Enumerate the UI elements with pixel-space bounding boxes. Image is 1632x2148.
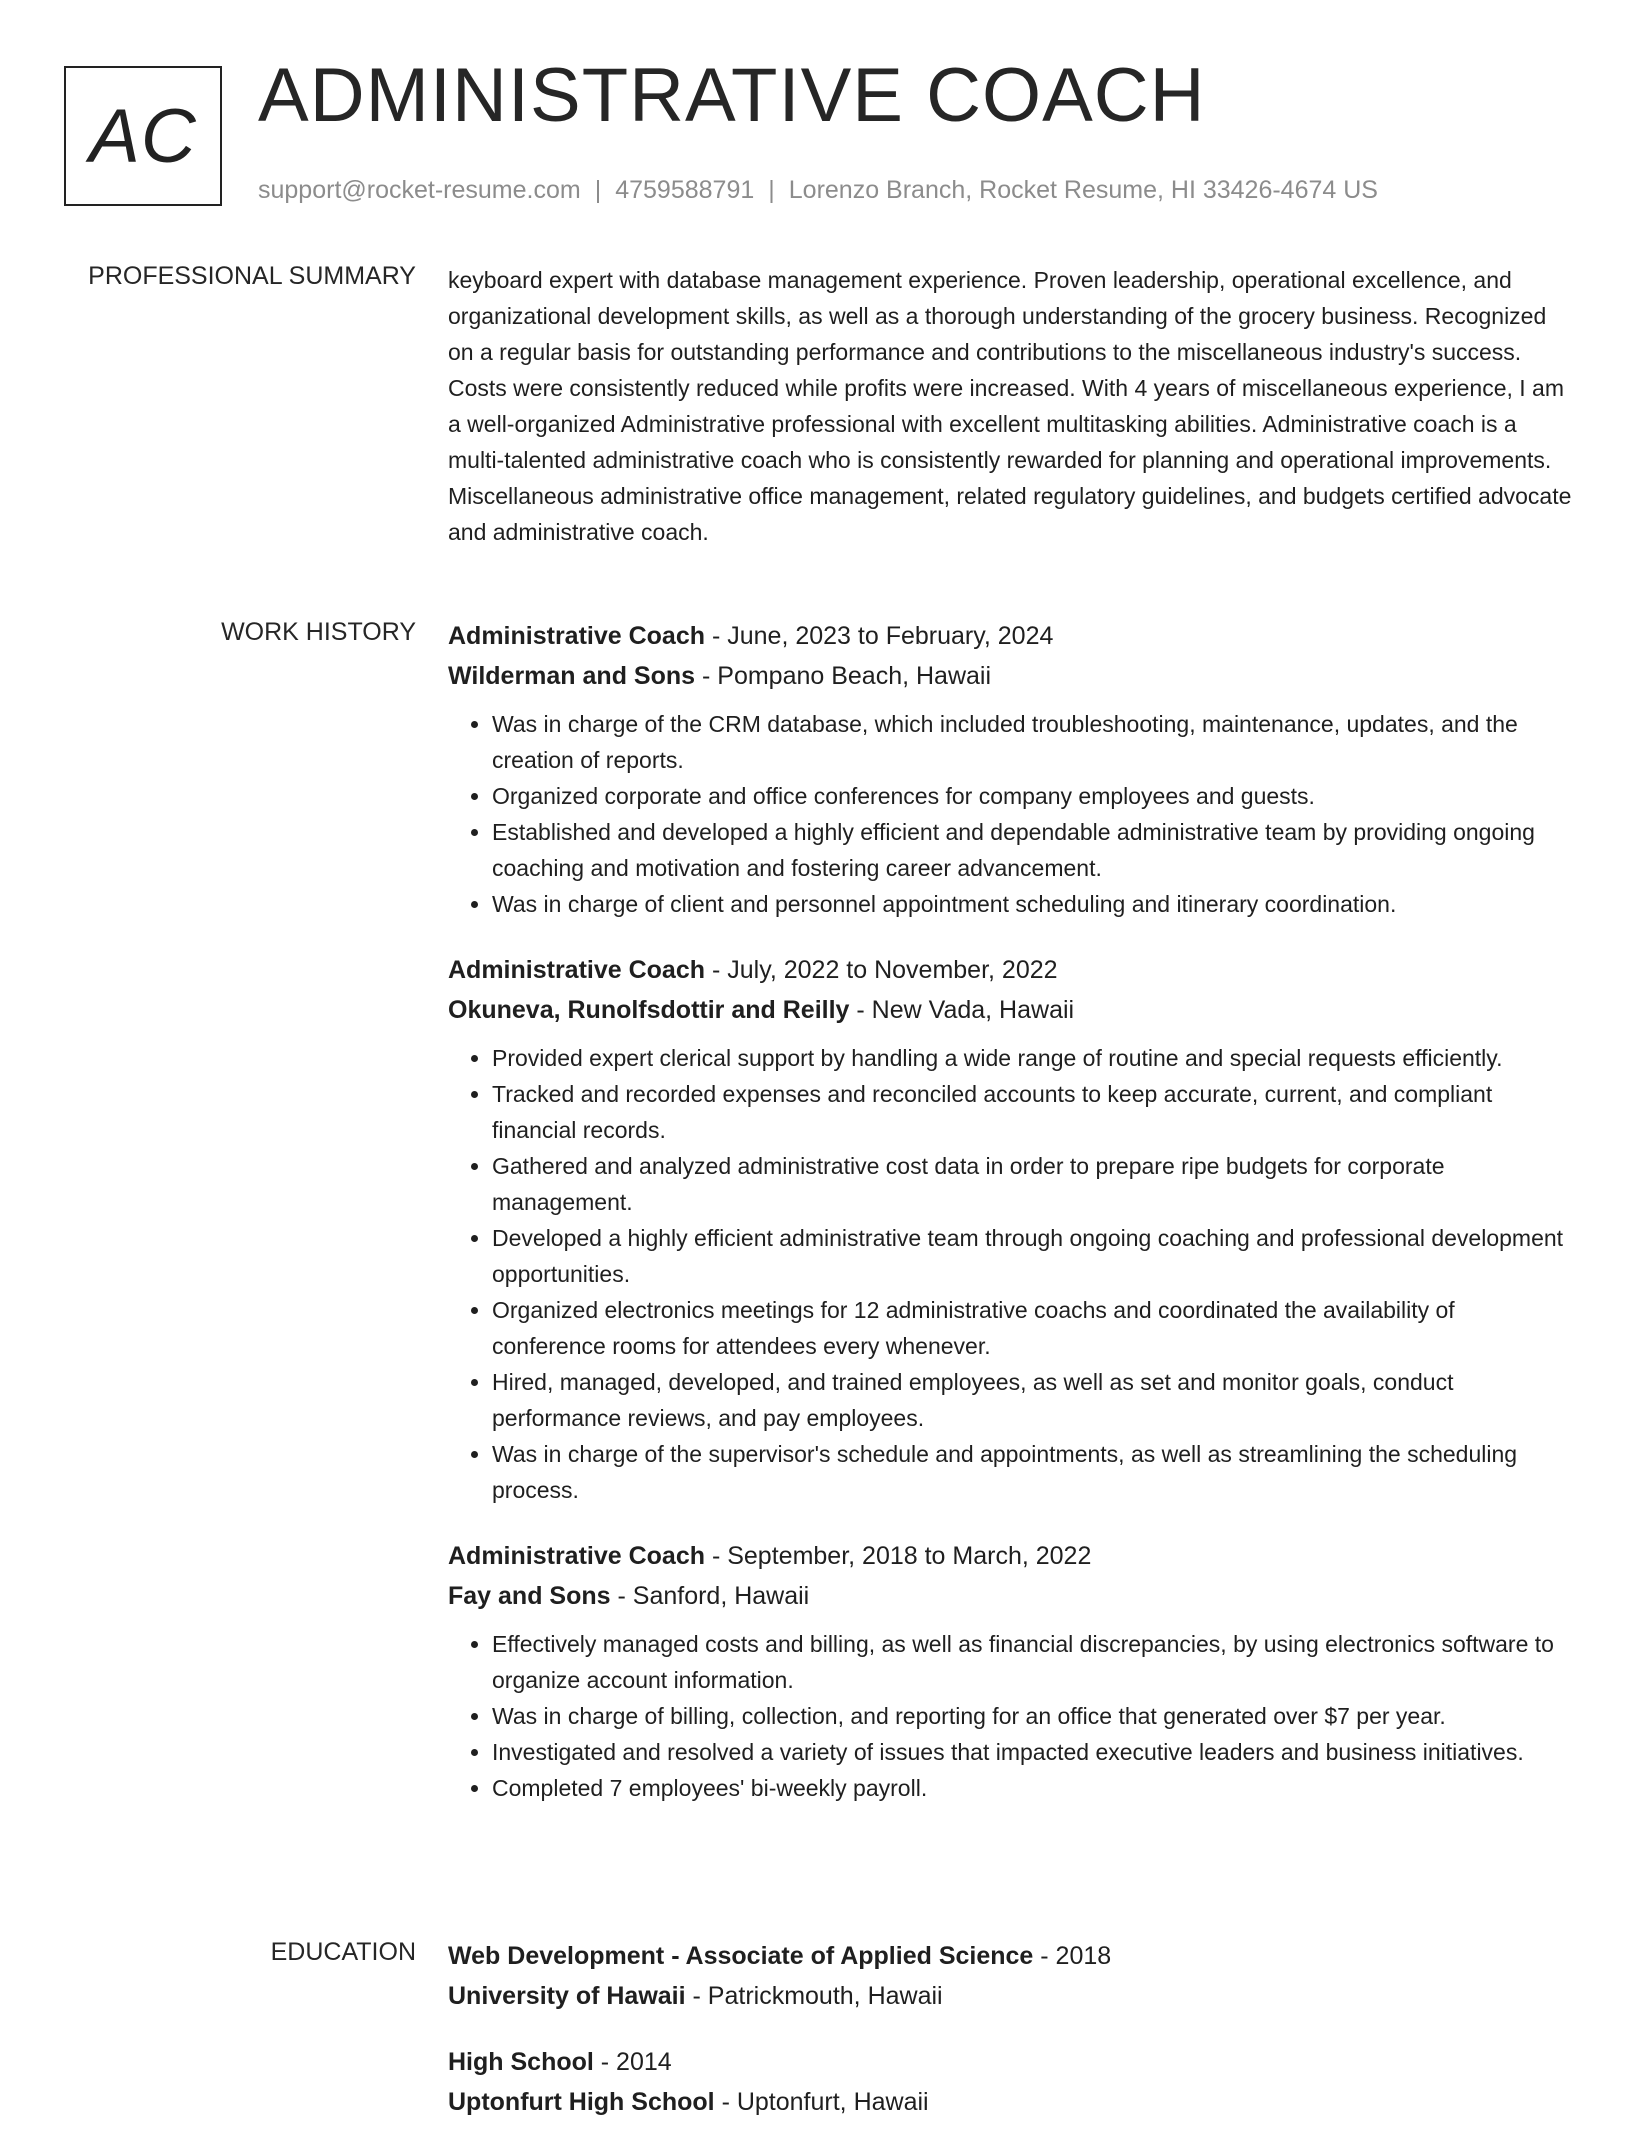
job-dates: - July, 2022 to November, 2022 — [705, 956, 1058, 984]
school-line — [448, 1976, 1572, 2016]
contact-address: Lorenzo Branch, Rocket Resume, HI 33426-4674 US — [788, 176, 1378, 204]
job-entry — [448, 616, 1572, 922]
employer-location: - Sanford, Hawaii — [610, 1582, 810, 1610]
job-bullet: • Gathered and analyzed administrative cost data in order to prepare ripe budgets for corporate management. — [492, 1148, 1572, 1220]
job-bullet: • Organized corporate and office conferences for company employees and guests. — [492, 778, 1572, 814]
contact-separator: | — [768, 176, 775, 204]
employer-line — [448, 990, 1572, 1030]
job-title-line — [448, 950, 1572, 990]
degree-line — [448, 2042, 1572, 2082]
employer-location: - Pompano Beach, Hawaii — [695, 662, 992, 690]
contact-line — [258, 176, 1378, 205]
job-bullet: • Was in charge of the supervisor's schedule and appointments, as well as streamlining the scheduling process. — [492, 1436, 1572, 1508]
job-title: Administrative Coach — [448, 1542, 706, 1570]
employer-line — [448, 1576, 1572, 1616]
section-label-education: EDUCATION — [270, 1938, 416, 1966]
job-title: Administrative Coach — [448, 622, 706, 650]
education-entry — [448, 2042, 1572, 2122]
job-bullet: • Tracked and recorded expenses and reconciled accounts to keep accurate, current, and compliant financial records. — [492, 1076, 1572, 1148]
job-bullets — [448, 1040, 1572, 1508]
job-bullet: • Completed 7 employees' bi-weekly payroll. — [492, 1770, 1572, 1806]
job-title: Administrative Coach — [448, 956, 706, 984]
education-list — [448, 1936, 1572, 2148]
school-location: - Patrickmouth, Hawaii — [685, 1982, 943, 2010]
employer-name: Fay and Sons — [448, 1582, 611, 1610]
degree-line — [448, 1936, 1572, 1976]
contact-phone[interactable]: 4759588791 — [615, 176, 755, 204]
job-bullet: • Effectively managed costs and billing, as well as financial discrepancies, by using electronics software to organize account information. — [492, 1626, 1572, 1698]
candidate-name: ADMINISTRATIVE COACH — [258, 53, 1206, 138]
education-entry — [448, 1936, 1572, 2016]
section-label-summary: PROFESSIONAL SUMMARY — [88, 262, 416, 290]
contact-email[interactable]: support@rocket-resume.com — [258, 176, 581, 204]
job-bullet: • Established and developed a highly efficient and dependable administrative team by providing ongoing coaching and motivation and fostering career advancement. — [492, 814, 1572, 886]
job-dates: - June, 2023 to February, 2024 — [705, 622, 1054, 650]
job-bullets — [448, 706, 1572, 922]
employer-name: Okuneva, Runolfsdottir and Reilly — [448, 996, 850, 1024]
degree-name: High School — [448, 2048, 594, 2076]
summary-text: keyboard expert with database management experience. Proven leadership, operational excellence, and organizational development skills, as well as a thorough understanding of the grocery business. Recognized on a regular basis for outstanding performance and contributions to the miscellaneous industry's success. Costs were consistently reduced while profits were increased. With 4 years of miscellaneous experience, I am a well-organized Administrative professional with excellent multitasking abilities. Administrative coach is a multi-talented administrative coach who is consistently rewarded for planning and operational improvements. Miscellaneous administrative office management, related regulatory guidelines, and budgets certified advocate and administrative coach. — [448, 267, 1572, 545]
job-bullet: • Was in charge of the CRM database, which included troubleshooting, maintenance, updates, and the creation of reports. — [492, 706, 1572, 778]
contact-separator: | — [594, 176, 602, 204]
section-label-work-history: WORK HISTORY — [221, 618, 416, 646]
job-bullet: • Provided expert clerical support by handling a wide range of routine and special requests efficiently. — [492, 1040, 1572, 1076]
job-bullet: • Was in charge of billing, collection, and reporting for an office that generated over $7 per year. — [492, 1698, 1572, 1734]
school-location: - Uptonfurt, Hawaii — [714, 2088, 929, 2116]
job-bullet: • Was in charge of client and personnel appointment scheduling and itinerary coordination. — [492, 886, 1572, 922]
employer-name: Wilderman and Sons — [448, 662, 696, 690]
job-bullet: • Developed a highly efficient administrative team through ongoing coaching and professional development opportunities. — [492, 1220, 1572, 1292]
job-entry — [448, 1536, 1572, 1806]
initials-monogram: AC — [64, 66, 222, 206]
degree-year: - 2018 — [1033, 1942, 1112, 1970]
job-entry — [448, 950, 1572, 1508]
degree-name: Web Development - Associate of Applied Science — [448, 1942, 1034, 1970]
school-name: University of Hawaii — [448, 1982, 686, 2010]
job-title-line — [448, 1536, 1572, 1576]
job-bullet: • Investigated and resolved a variety of issues that impacted executive leaders and business initiatives. — [492, 1734, 1572, 1770]
job-bullet: • Organized electronics meetings for 12 administrative coachs and coordinated the availability of conference rooms for attendees every whenever. — [492, 1292, 1572, 1364]
jobs-list — [448, 616, 1572, 1834]
employer-line — [448, 656, 1572, 696]
job-bullet: • Hired, managed, developed, and trained employees, as well as set and monitor goals, conduct performance reviews, and pay employees. — [492, 1364, 1572, 1436]
employer-location: - New Vada, Hawaii — [849, 996, 1075, 1024]
school-name: Uptonfurt High School — [448, 2088, 715, 2116]
school-line — [448, 2082, 1572, 2122]
degree-year: - 2014 — [593, 2048, 672, 2076]
job-dates: - September, 2018 to March, 2022 — [705, 1542, 1092, 1570]
job-title-line — [448, 616, 1572, 656]
job-bullets — [448, 1626, 1572, 1806]
